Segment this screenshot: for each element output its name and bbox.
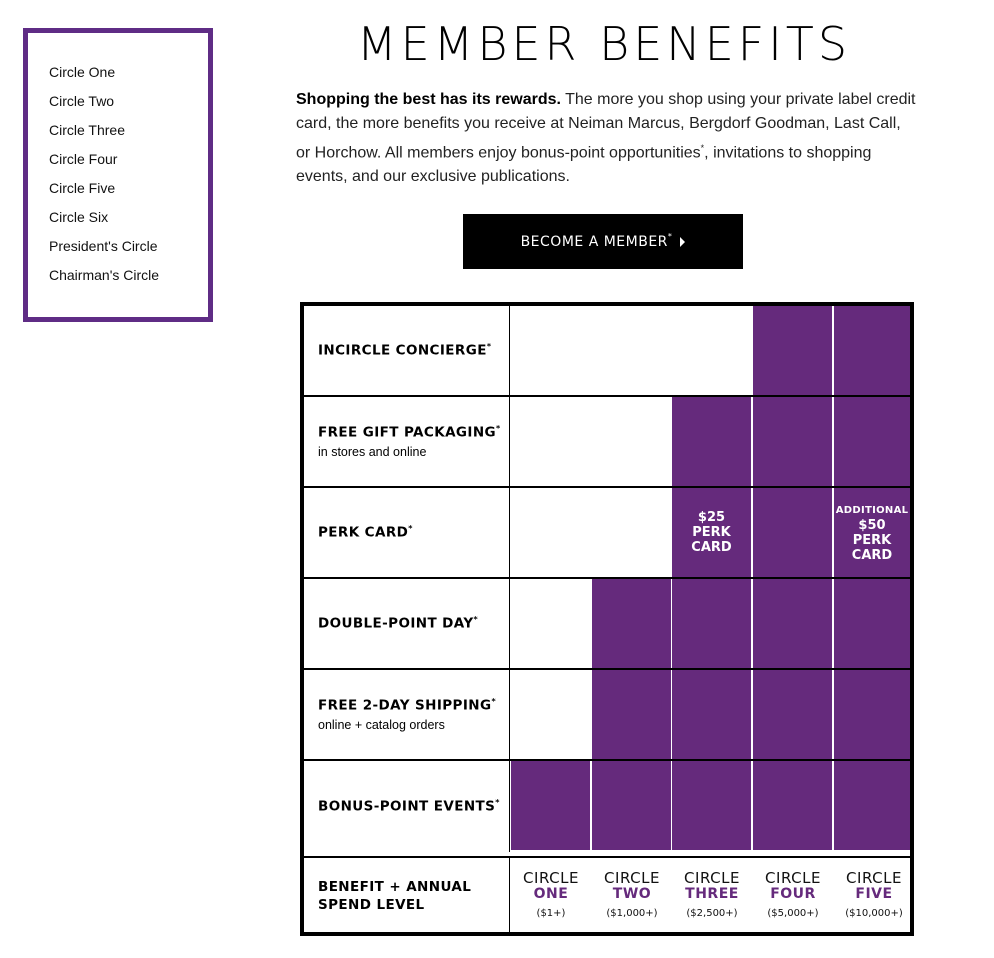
circle-level-number: FIVE <box>855 886 893 902</box>
benefit-name: BONUS-POINT EVENTS <box>318 798 496 815</box>
benefit-empty-cell <box>511 670 590 759</box>
caret-right-icon <box>680 237 685 247</box>
perk-card-amount: $50 PERK CARD <box>851 517 893 563</box>
nav-circle-four[interactable]: Circle Four <box>49 151 118 167</box>
circle-level-spend: ($1+) <box>536 908 566 919</box>
circle-level <box>592 858 672 934</box>
circle-level-word: CIRCLE <box>765 869 821 887</box>
benefit-subtext: online + catalog orders <box>318 717 445 732</box>
perk-card-prefix: ADDITIONAL <box>835 504 909 516</box>
circle-level-number: FOUR <box>770 886 816 902</box>
benefit-name: FREE 2-DAY SHIPPING <box>318 697 492 714</box>
benefit-included-cell <box>672 488 751 577</box>
benefit-included-cell <box>672 761 751 850</box>
benefit-included-cell <box>672 397 751 486</box>
benefit-empty-cell <box>511 397 590 486</box>
circle-level-spend: ($2,500+) <box>686 908 738 919</box>
circle-level-spend: ($1,000+) <box>606 908 658 919</box>
benefit-asterisk: * <box>496 424 501 434</box>
benefit-name: PERK CARD <box>318 524 409 541</box>
benefit-row <box>304 761 910 852</box>
perk-card-text <box>834 488 910 577</box>
circle-level-number: THREE <box>685 886 739 902</box>
benefit-included-cell <box>592 670 671 759</box>
page-title: MEMBER BENEFITS <box>356 17 852 71</box>
benefit-included-cell <box>592 579 671 668</box>
benefit-included-cell <box>592 761 671 850</box>
benefit-included-cell <box>834 397 910 486</box>
become-member-button[interactable] <box>463 214 743 269</box>
benefit-row <box>304 670 910 761</box>
benefit-label <box>304 488 510 577</box>
benefit-name-wrap <box>318 524 509 541</box>
benefit-empty-cell <box>592 397 671 486</box>
nav-circle-one[interactable]: Circle One <box>49 64 116 80</box>
benefit-name-wrap <box>318 615 509 632</box>
circle-level <box>834 858 914 934</box>
nav-circle-two[interactable]: Circle Two <box>49 93 115 109</box>
benefit-name: DOUBLE-POINT DAY <box>318 615 474 632</box>
circle-level <box>672 858 752 934</box>
benefit-included-cell <box>672 579 751 668</box>
benefits-table <box>300 302 914 936</box>
perk-card-text <box>672 488 751 577</box>
benefit-included-cell <box>834 579 910 668</box>
benefit-included-cell <box>834 670 910 759</box>
circle-level-spend: ($10,000+) <box>845 908 903 919</box>
benefit-name-wrap <box>318 798 509 815</box>
circle-nav-box <box>23 28 213 322</box>
benefit-subtext: in stores and online <box>318 444 427 459</box>
benefit-empty-cell <box>672 306 751 395</box>
benefit-asterisk: * <box>473 615 479 625</box>
benefit-empty-cell <box>511 306 590 395</box>
circle-level <box>753 858 833 934</box>
circle-level-number: ONE <box>533 886 569 902</box>
benefit-name-wrap <box>318 697 509 714</box>
spend-level-row <box>304 856 910 934</box>
benefit-included-cell <box>834 761 910 850</box>
benefit-included-cell <box>753 397 832 486</box>
benefit-asterisk: * <box>495 798 500 808</box>
benefit-included-cell <box>834 488 910 577</box>
benefit-row <box>304 488 910 579</box>
circle-level-spend: ($5,000+) <box>767 908 819 919</box>
intro-text-2: , invitations to shopping events, and our exclusive publications. <box>296 144 872 186</box>
benefit-asterisk: * <box>486 342 492 352</box>
benefit-empty-cell <box>592 488 671 577</box>
benefit-label <box>304 306 510 395</box>
circle-level-word: CIRCLE <box>604 869 660 887</box>
benefit-asterisk: * <box>491 697 497 707</box>
benefit-included-cell <box>753 306 832 395</box>
benefit-label <box>304 670 510 759</box>
nav-presidents-circle[interactable]: President's Circle <box>49 238 158 254</box>
benefit-empty-cell <box>511 579 590 668</box>
benefit-row <box>304 579 910 670</box>
circle-level-word: CIRCLE <box>846 869 902 887</box>
benefit-row <box>304 306 910 397</box>
benefit-included-cell <box>672 670 751 759</box>
circle-nav-list <box>49 58 159 290</box>
benefit-label <box>304 761 510 852</box>
benefit-included-cell <box>834 306 910 395</box>
intro-asterisk: * <box>700 143 705 153</box>
nav-circle-six[interactable]: Circle Six <box>49 209 109 225</box>
benefit-row <box>304 397 910 488</box>
perk-card-amount: $25 PERK CARD <box>691 510 732 555</box>
benefit-name-wrap <box>318 424 509 441</box>
intro-bold-lead: Shopping the best has its rewards. <box>296 91 561 108</box>
intro-text-1: The more you shop using your private label credit card, the more benefits you receive at Neiman Marcus, Bergdorf Goodman, Last Call, or Horchow. All members enjoy bonus-point opportunities <box>296 91 916 162</box>
benefit-included-cell <box>753 579 832 668</box>
benefit-included-cell <box>511 761 590 850</box>
benefit-included-cell <box>753 488 832 577</box>
benefit-name: INCIRCLE CONCIERGE <box>318 342 487 359</box>
benefit-name: FREE GIFT PACKAGING <box>318 424 496 441</box>
nav-chairmans-circle[interactable]: Chairman's Circle <box>49 267 160 283</box>
benefit-included-cell <box>753 670 832 759</box>
benefit-empty-cell <box>511 488 590 577</box>
benefit-asterisk: * <box>408 524 413 534</box>
become-member-label: BECOME A MEMBER <box>520 233 668 250</box>
benefit-name-wrap <box>318 342 509 359</box>
circle-level-word: CIRCLE <box>684 869 740 887</box>
nav-circle-five[interactable]: Circle Five <box>49 180 116 196</box>
nav-circle-three[interactable]: Circle Three <box>49 122 125 138</box>
benefit-empty-cell <box>592 306 671 395</box>
intro-paragraph <box>296 88 916 189</box>
circle-level <box>511 858 591 934</box>
become-member-asterisk: * <box>667 232 673 241</box>
circle-level-number: TWO <box>612 886 652 902</box>
benefit-label <box>304 397 510 486</box>
benefit-included-cell <box>753 761 832 850</box>
benefit-label <box>304 579 510 668</box>
spend-level-label: BENEFIT + ANNUAL SPEND LEVEL <box>304 858 510 934</box>
circle-level-word: CIRCLE <box>523 869 579 887</box>
